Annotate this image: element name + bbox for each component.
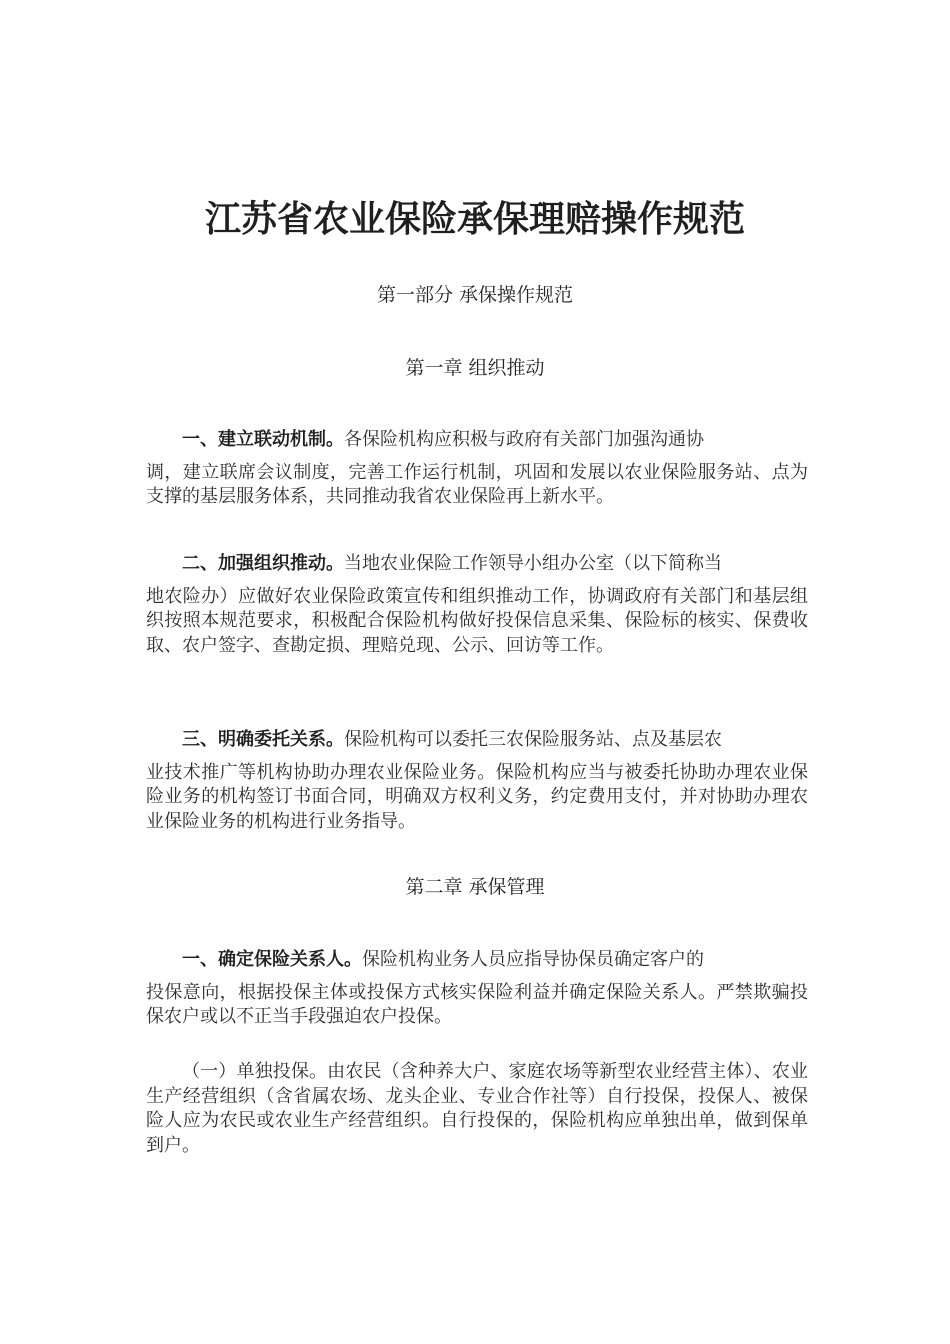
paragraph-lead: 二、加强组织推动。 (182, 553, 344, 574)
paragraph-organization (146, 552, 808, 658)
paragraph-first-line (146, 728, 808, 753)
paragraph-first-line-text: 保险机构业务人员应指导协保员确定客户的 (362, 949, 704, 970)
paragraph-body: 调，建立联席会议制度，完善工作运行机制，巩固和发展以农业保险服务站、点为支撑的基层服务体系，共同推动我省农业保险再上新水平。 (146, 461, 808, 507)
part-heading: 第一部分 承保操作规范 (376, 284, 574, 306)
paragraph-linkage-mechanism (146, 428, 808, 510)
paragraph-first-line-text: 各保险机构应积极与政府有关部门加强沟通协 (344, 429, 704, 450)
paragraph-entrustment (146, 728, 808, 834)
paragraph-first-line (146, 552, 808, 577)
chapter-heading-1: 第一章 组织推动 (405, 357, 545, 379)
paragraph-body: 投保意向，根据投保主体或投保方式核实保险利益并确定保险关系人。严禁欺骗投保农户或以不正当手段强迫农户投保。 (146, 981, 808, 1027)
paragraph-insured-parties (146, 948, 808, 1030)
paragraph-body: 地农险办）应做好农业保险政策宣传和组织推动工作，协调政府有关部门和基层组织按照本规范要求，积极配合保险机构做好投保信息采集、保险标的核实、保费收取、农户签字、查勘定损、理赔兑现、公示、回访等工作。 (146, 585, 808, 656)
paragraph-first-line (146, 428, 808, 453)
document-title: 江苏省农业保险承保理赔操作规范 (204, 199, 745, 240)
paragraph-lead: 三、明确委托关系。 (182, 729, 344, 750)
paragraph-body: 业技术推广等机构协助办理农业保险业务。保险机构应当与被委托协助办理农业保险业务的机构签订书面合同，明确双方权利义务，约定费用支付，并对协助办理农业保险业务的机构进行业务指导。 (146, 761, 808, 832)
chapter-heading-2: 第二章 承保管理 (405, 876, 545, 898)
paragraph-first-line-text: 当地农业保险工作领导小组办公室（以下简称当 (344, 553, 722, 574)
paragraph-first-line-text: 保险机构可以委托三农保险服务站、点及基层农 (344, 729, 722, 750)
paragraph-individual-insurance: （一）单独投保。由农民（含种养大户、家庭农场等新型农业经营主体）、农业生产经营组织（含省属农场、龙头企业、专业合作社等）自行投保，投保人、被保险人应为农民或农业生产经营组织。自行投保的，保险机构应单独出单，做到保单到户。 (146, 1061, 808, 1156)
paragraph-first-line (146, 948, 808, 973)
paragraph-lead: 一、建立联动机制。 (182, 429, 344, 450)
paragraph-lead: 一、确定保险关系人。 (182, 949, 362, 970)
